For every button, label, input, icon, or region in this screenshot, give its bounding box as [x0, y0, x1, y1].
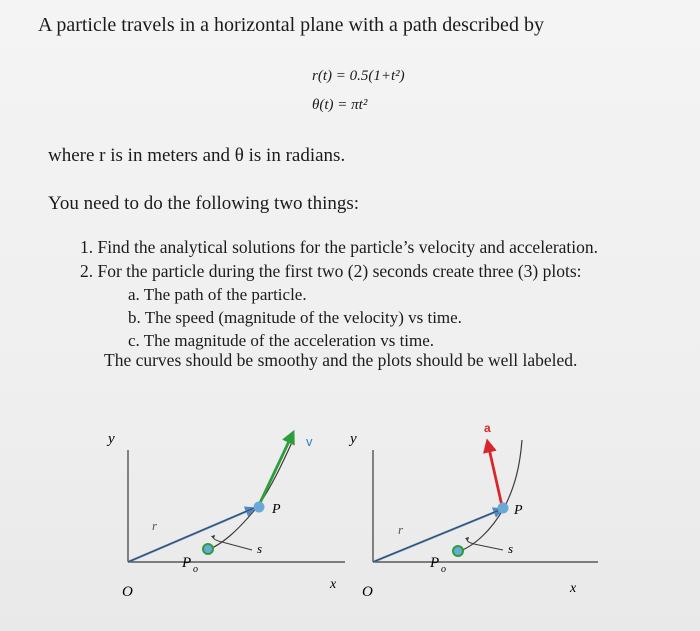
- right-r-label: r: [398, 522, 404, 537]
- instructions-line: You need to do the following two things:: [48, 193, 360, 214]
- left-radius-outline: [128, 508, 254, 562]
- left-v-label: v: [306, 434, 313, 449]
- right-start-point: [453, 546, 463, 556]
- left-start-point: [203, 544, 213, 554]
- left-s-label: s: [257, 541, 263, 556]
- plot-c: c. The magnitude of the acceleration vs time.: [128, 331, 435, 350]
- right-p0-subscript: o: [441, 564, 446, 575]
- right-s-label: s: [508, 541, 514, 556]
- left-p-label: P: [272, 502, 281, 517]
- left-x-label: x: [330, 577, 337, 592]
- right-x-label: x: [570, 581, 577, 596]
- right-acceleration-arrow: [488, 444, 502, 506]
- right-p0-label: P: [430, 555, 440, 571]
- figure-left-velocity: [106, 431, 345, 600]
- right-a-label: a: [484, 421, 491, 435]
- left-s-arrow: [213, 536, 252, 550]
- right-path-curve: [455, 440, 522, 553]
- figure-right-acceleration: [348, 421, 598, 600]
- closing-line: The curves should be smoothy and the plots should be well labeled.: [104, 350, 578, 370]
- plot-a: a. The path of the particle.: [128, 285, 307, 304]
- left-velocity-arrow: [259, 435, 292, 505]
- right-particle: [498, 503, 509, 514]
- right-y-label: y: [350, 431, 357, 447]
- left-origin-label: O: [122, 584, 133, 600]
- units-line: where r is in meters and θ is in radians.: [48, 145, 346, 166]
- left-particle: [254, 502, 265, 513]
- task-1: 1. Find the analytical solutions for the particle’s velocity and acceleration.: [80, 237, 599, 257]
- left-path-curve: [204, 438, 294, 551]
- left-p0-subscript: o: [193, 564, 198, 575]
- right-p-label: P: [514, 503, 523, 518]
- right-s-arrow: [467, 538, 503, 550]
- kinematics-figures: [0, 410, 700, 631]
- task-2: 2. For the particle during the first two (2) seconds create three (3) plots:: [80, 261, 582, 281]
- left-y-label: y: [108, 431, 115, 447]
- left-p0-label: P: [182, 555, 192, 571]
- right-origin-label: O: [362, 584, 373, 600]
- equation-theta: θ(t) = πt²: [312, 97, 368, 113]
- plot-b: b. The speed (magnitude of the velocity) vs time.: [128, 308, 462, 327]
- equation-r: r(t) = 0.5(1+t²): [312, 68, 405, 84]
- problem-intro: A particle travels in a horizontal plane with a path described by: [38, 14, 544, 36]
- left-r-label: r: [152, 518, 158, 533]
